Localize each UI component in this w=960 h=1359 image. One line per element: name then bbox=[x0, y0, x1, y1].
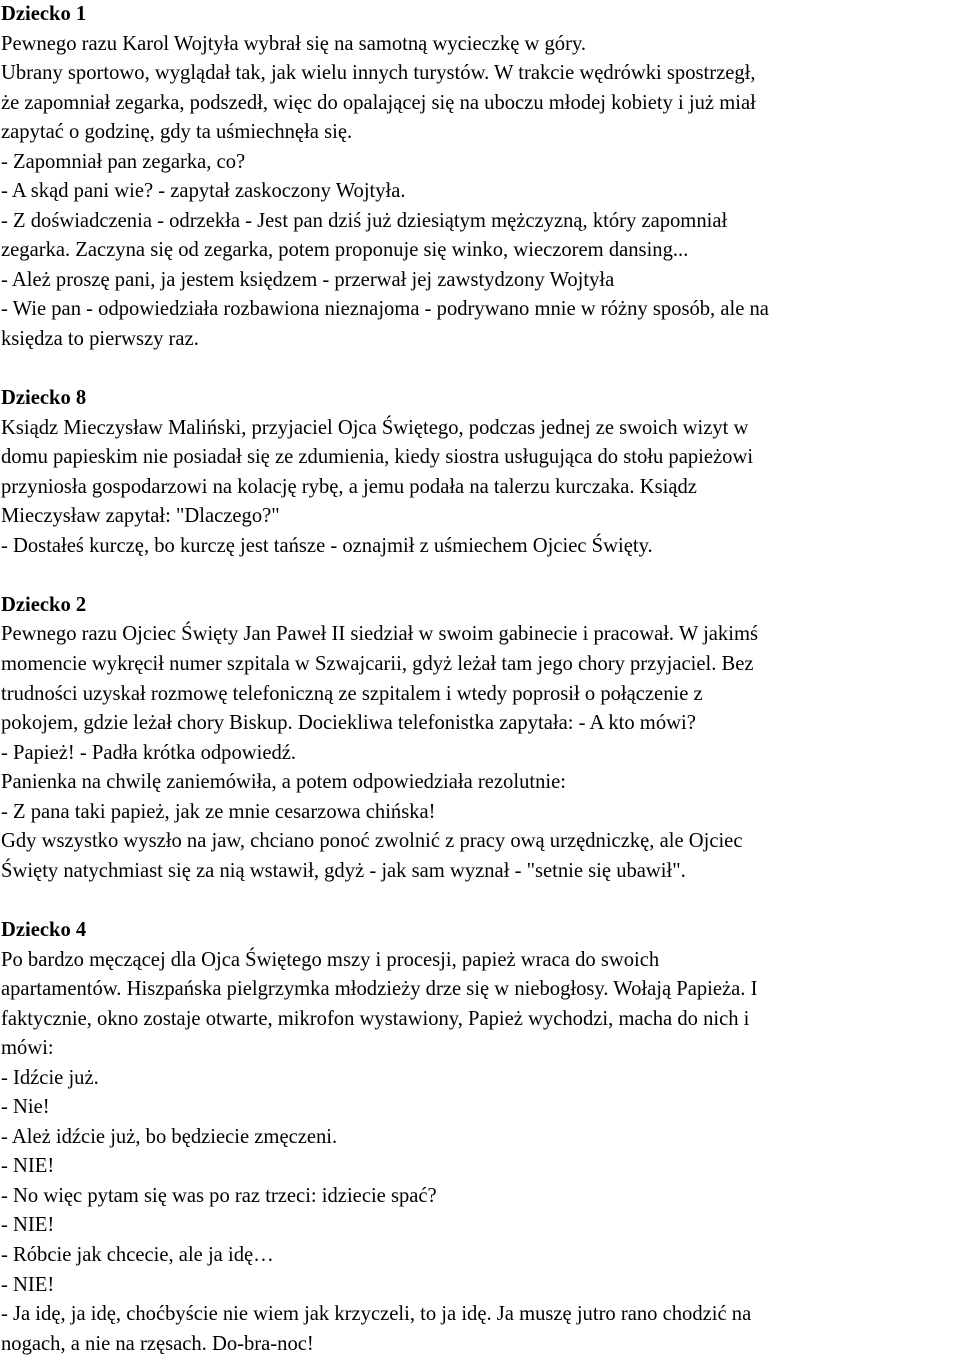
story-text-line: - Róbcie jak chcecie, ale ja idę… bbox=[1, 1243, 274, 1266]
story-text-line: - Ja idę, ja idę, choćbyście nie wiem jak krzyczeli, to ja idę. Ja muszę jutro rano chodzić na bbox=[1, 1303, 752, 1326]
story-text-line: - Ależ idźcie już, bo będziecie zmęczeni. bbox=[1, 1125, 338, 1148]
story-text-line: mówi: bbox=[1, 1037, 54, 1060]
story-text-line: Ksiądz Mieczysław Maliński, przyjaciel Ojca Świętego, podczas jednej ze swoich wizyt w bbox=[1, 416, 749, 439]
story-text-line: apartamentów. Hiszpańska pielgrzymka młodzieży drze się w niebogłosy. Wołają Papieża. I bbox=[1, 978, 758, 1001]
story-text-line: domu papieskim nie posiadał się ze zdumienia, kiedy siostra usługująca do stołu papieżowi bbox=[1, 446, 754, 469]
story-text-line: - Idźcie już. bbox=[1, 1066, 99, 1089]
story-text-line: zapytać o godzinę, gdy ta uśmiechnęła się. bbox=[1, 121, 353, 144]
story-text-line: - Zapomniał pan zegarka, co? bbox=[1, 150, 246, 173]
story-text-line: zegarka. Zaczyna się od zegarka, potem proponuje się winko, wieczorem dansing... bbox=[1, 239, 689, 262]
story-text-line: trudności uzyskał rozmowę telefoniczną ze szpitalem i wtedy poprosił o połączenie z bbox=[1, 682, 703, 705]
story-text-line: Panienka na chwilę zaniemówiła, a potem odpowiedziała rezolutnie: bbox=[1, 771, 566, 794]
story-text-line: Pewnego razu Ojciec Święty Jan Paweł II siedział w swoim gabinecie i pracował. W jakimś bbox=[1, 623, 758, 646]
story-title: Dziecko 2 bbox=[1, 593, 87, 616]
story-title: Dziecko 8 bbox=[1, 387, 87, 410]
story-text-line: Pewnego razu Karol Wojtyła wybrał się na samotną wycieczkę w góry. bbox=[1, 32, 587, 55]
story-text-line: - Z pana taki papież, jak ze mnie cesarzowa chińska! bbox=[1, 800, 436, 823]
story-title: Dziecko 1 bbox=[1, 3, 87, 25]
story-text-line: - Papież! - Padła krótka odpowiedź. bbox=[1, 741, 297, 764]
story-text-line: - Ależ proszę pani, ja jestem księdzem - przerwał jej zawstydzony Wojtyła bbox=[1, 268, 615, 291]
story-text-line: Ubrany sportowo, wyglądał tak, jak wielu innych turystów. W trakcie wędrówki spostrzegł, bbox=[1, 62, 756, 85]
story-section bbox=[1, 591, 960, 886]
story-section bbox=[1, 384, 960, 561]
story-text-line: - Dostałeś kurczę, bo kurczę jest tańsze - oznajmił z uśmiechem Ojciec Święty. bbox=[1, 534, 653, 557]
story-text-line: nogach, a nie na rzęsach. Do-bra-noc! bbox=[1, 1332, 314, 1355]
story-text-line: - NIE! bbox=[1, 1273, 55, 1296]
story-text-line: Gdy wszystko wyszło na jaw, chciano ponoć zwolnić z pracy ową urzędniczkę, ale Ojciec bbox=[1, 830, 743, 853]
story-text-line: Po bardzo męczącej dla Ojca Świętego mszy i procesji, papież wraca do swoich bbox=[1, 948, 660, 971]
story-text-line: pokojem, gdzie leżał chory Biskup. Dociekliwa telefonistka zapytała: - A kto mówi? bbox=[1, 712, 696, 735]
story-text-line: momencie wykręcił numer szpitala w Szwajcarii, gdyż leżał tam jego chory przyjaciel. Bez bbox=[1, 653, 754, 676]
story-title: Dziecko 4 bbox=[1, 918, 87, 941]
story-text-line: Święty natychmiast się za nią wstawił, gdyż - jak sam wyznał - "setnie się ubawił". bbox=[1, 859, 686, 882]
story-text-line: faktycznie, okno zostaje otwarte, mikrofon wystawiony, Papież wychodzi, macha do nich i bbox=[1, 1007, 750, 1030]
story-text-line: - Z doświadczenia - odrzekła - Jest pan dziś już dziesiątym mężczyzną, który zapomniał bbox=[1, 209, 728, 232]
story-section bbox=[1, 916, 960, 1359]
story-text-line: Mieczysław zapytał: "Dlaczego?" bbox=[1, 505, 280, 528]
story-text-line: przyniosła gospodarzowi na kolację rybę, a jemu podała na talerzu kurczaka. Ksiądz bbox=[1, 475, 697, 498]
story-text-line: - No więc pytam się was po raz trzeci: idziecie spać? bbox=[1, 1184, 437, 1207]
story-text-line: - Wie pan - odpowiedziała rozbawiona nieznajoma - podrywano mnie w różny sposób, ale na bbox=[1, 298, 769, 321]
story-text-line: - NIE! bbox=[1, 1214, 55, 1237]
story-section bbox=[1, 0, 960, 355]
story-text-line: że zapomniał zegarka, podszedł, więc do opalającej się na uboczu młodej kobiety i już miał bbox=[1, 91, 756, 114]
story-text-line: - NIE! bbox=[1, 1155, 55, 1178]
story-text-line: - A skąd pani wie? - zapytał zaskoczony Wojtyła. bbox=[1, 180, 406, 203]
story-text-line: - Nie! bbox=[1, 1096, 50, 1119]
story-text-line: księdza to pierwszy raz. bbox=[1, 328, 199, 351]
